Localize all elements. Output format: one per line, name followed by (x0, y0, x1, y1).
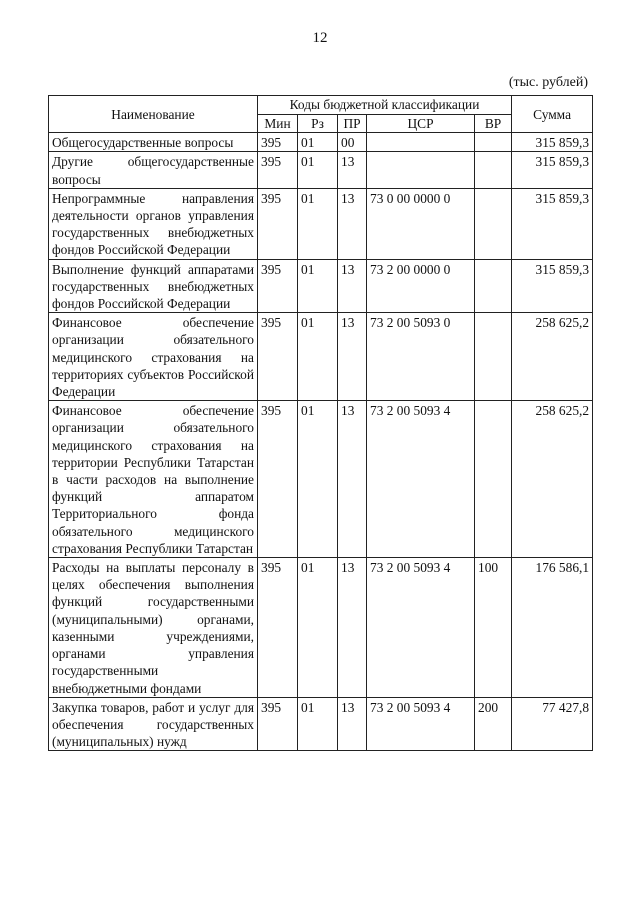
row-csr: 73 0 00 0000 0 (367, 188, 475, 259)
row-vr (475, 401, 512, 558)
row-pr: 13 (338, 188, 367, 259)
row-name: Непрограммные направления деятельности органов управления государственных внебюджетных фондов Российской Федерации (49, 188, 258, 259)
header-rz: Рз (298, 115, 338, 133)
row-pr: 13 (338, 313, 367, 401)
row-rz: 01 (298, 313, 338, 401)
row-pr: 13 (338, 558, 367, 698)
row-vr (475, 188, 512, 259)
row-min: 395 (258, 313, 298, 401)
unit-note: (тыс. рублей) (508, 75, 588, 90)
row-name: Выполнение функций аппаратами государственных внебюджетных фондов Российской Федерации (49, 259, 258, 313)
row-vr: 200 (475, 697, 512, 751)
row-vr (475, 313, 512, 401)
row-sum: 77 427,8 (512, 697, 593, 751)
row-min: 395 (258, 133, 298, 152)
row-pr: 13 (338, 697, 367, 751)
row-csr: 73 2 00 0000 0 (367, 259, 475, 313)
row-vr (475, 152, 512, 188)
row-csr: 73 2 00 5093 4 (367, 401, 475, 558)
row-rz: 01 (298, 133, 338, 152)
row-rz: 01 (298, 697, 338, 751)
row-pr: 00 (338, 133, 367, 152)
row-sum: 258 625,2 (512, 313, 593, 401)
header-codes-group: Коды бюджетной классификации (258, 96, 512, 115)
row-csr: 73 2 00 5093 4 (367, 697, 475, 751)
row-rz: 01 (298, 188, 338, 259)
row-pr: 13 (338, 401, 367, 558)
table-row (49, 259, 593, 313)
row-name: Финансовое обеспечение организации обязательного медицинского страхования на территории Республики Татарстан в части расходов на выполнение функций аппаратом Территориального фонда обязательного медицинского страхования Республики Татарстан (49, 401, 258, 558)
table-row (49, 558, 593, 698)
row-rz: 01 (298, 401, 338, 558)
header-csr: ЦСР (367, 115, 475, 133)
row-min: 395 (258, 697, 298, 751)
header-sum: Сумма (512, 96, 593, 133)
row-sum: 258 625,2 (512, 401, 593, 558)
row-min: 395 (258, 152, 298, 188)
page-number: 12 (312, 30, 328, 46)
row-vr (475, 133, 512, 152)
row-pr: 13 (338, 152, 367, 188)
row-name: Финансовое обеспечение организации обязательного медицинского страхования на территориях субъектов Российской Федерации (49, 313, 258, 401)
row-vr (475, 259, 512, 313)
row-rz: 01 (298, 259, 338, 313)
header-min: Мин (258, 115, 298, 133)
row-csr (367, 133, 475, 152)
row-name: Другие общегосударственные вопросы (49, 152, 258, 188)
table-row (49, 313, 593, 401)
table-row (49, 188, 593, 259)
row-sum: 315 859,3 (512, 133, 593, 152)
row-sum: 315 859,3 (512, 152, 593, 188)
row-vr: 100 (475, 558, 512, 698)
row-rz: 01 (298, 558, 338, 698)
table-row (49, 697, 593, 751)
row-min: 395 (258, 259, 298, 313)
row-name: Расходы на выплаты персоналу в целях обеспечения выполнения функций государственными (муниципальными) органами, казенными учреждениями, органами управления государственными внебюджетными фондами (49, 558, 258, 698)
row-csr: 73 2 00 5093 4 (367, 558, 475, 698)
row-name: Общегосударственные вопросы (49, 133, 258, 152)
table-row (49, 401, 593, 558)
row-csr (367, 152, 475, 188)
row-sum: 315 859,3 (512, 188, 593, 259)
row-min: 395 (258, 558, 298, 698)
header-pr: ПР (338, 115, 367, 133)
header-name: Наименование (49, 96, 258, 133)
row-pr: 13 (338, 259, 367, 313)
row-csr: 73 2 00 5093 0 (367, 313, 475, 401)
row-min: 395 (258, 188, 298, 259)
row-sum: 315 859,3 (512, 259, 593, 313)
budget-table (48, 95, 593, 751)
header-vr: ВР (475, 115, 512, 133)
table-row (49, 133, 593, 152)
row-min: 395 (258, 401, 298, 558)
row-name: Закупка товаров, работ и услуг для обеспечения государственных (муниципальных) нужд (49, 697, 258, 751)
table-row (49, 152, 593, 188)
row-rz: 01 (298, 152, 338, 188)
row-sum: 176 586,1 (512, 558, 593, 698)
